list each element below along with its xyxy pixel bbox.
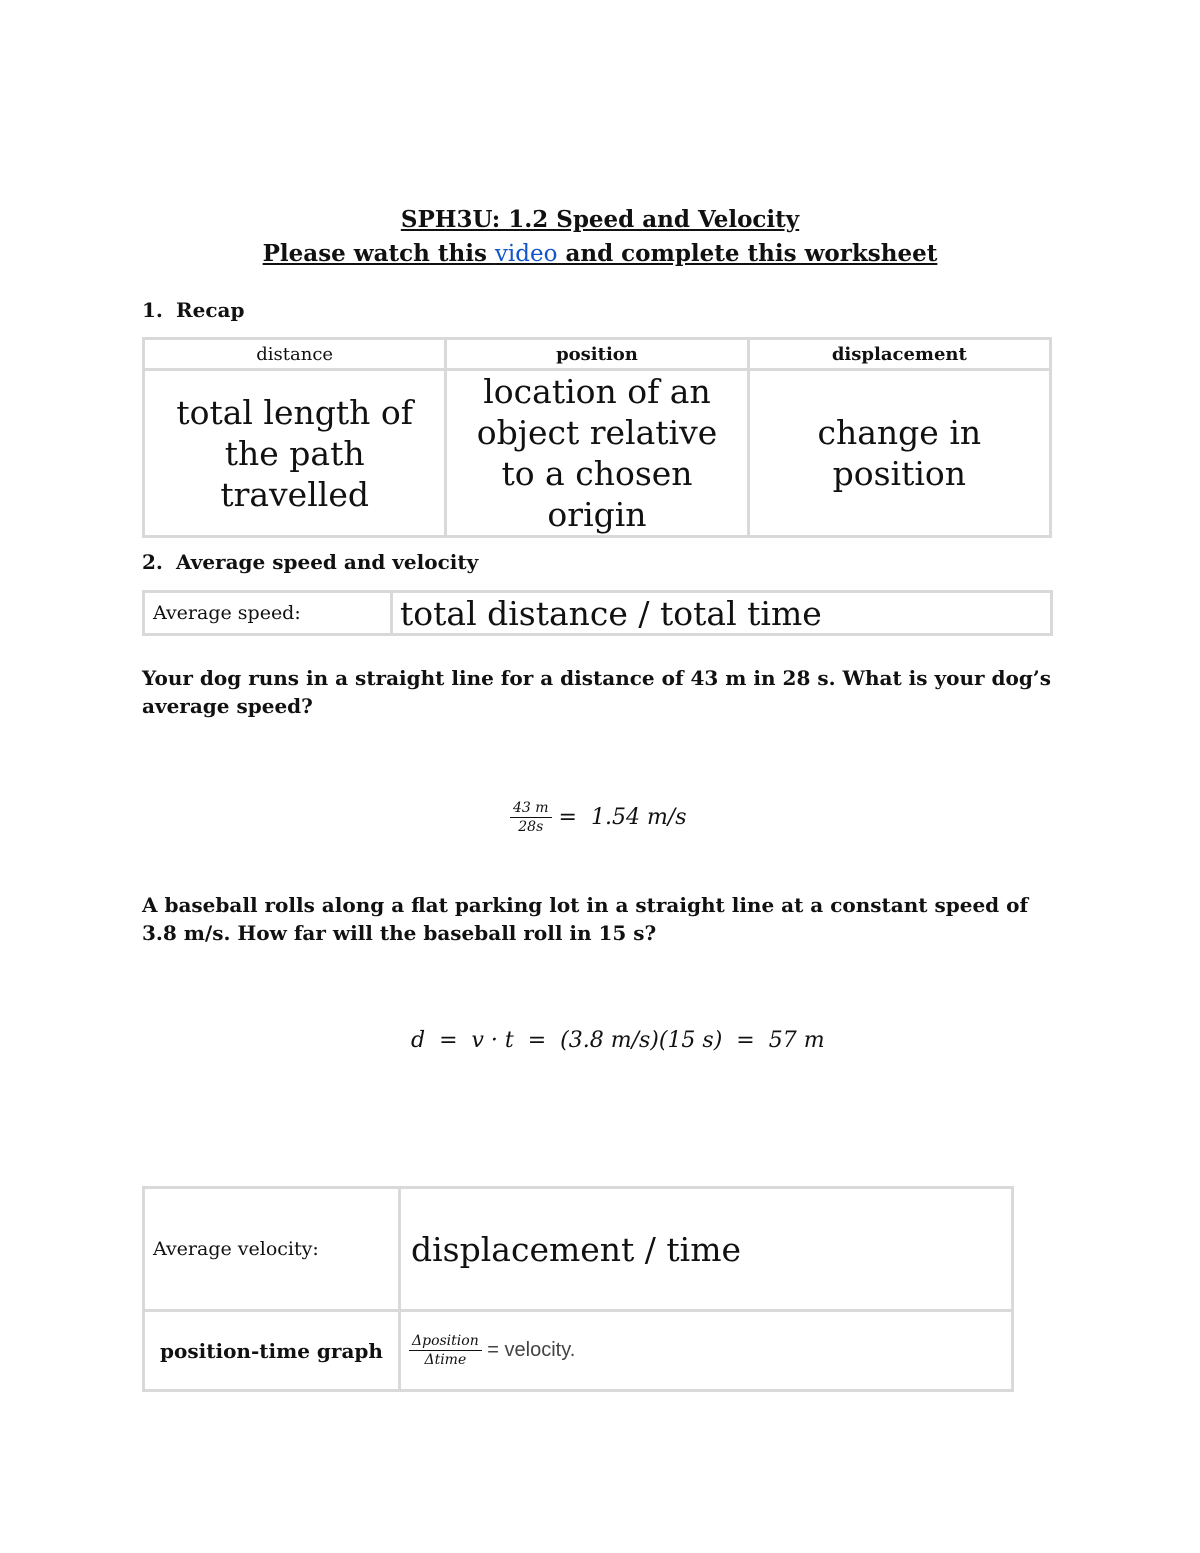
recap-header-distance: distance [144, 339, 446, 370]
question-dog-speed: Your dog runs in a straight line for a distance of 43 m in 28 s. What is your dog’s average speed? [142, 666, 1052, 718]
answer-baseball-distance[interactable]: d = v · t = (3.8 m/s)(15 s) = 57 m [411, 1028, 825, 1053]
average-velocity-row [144, 1188, 1013, 1311]
section-1-heading [142, 298, 244, 322]
average-velocity-label: Average velocity: [144, 1188, 400, 1311]
video-link[interactable]: video [494, 241, 558, 267]
recap-answer-distance[interactable]: total length of the path travelled [144, 370, 446, 537]
question-baseball-distance: A baseball rolls along a flat parking lot in a straight line at a constant speed of 3.8 m/s. How far will the baseball roll in 15 s? [142, 893, 1029, 945]
section-2-number: 2. [142, 550, 163, 574]
average-speed-label: Average speed: [144, 592, 392, 635]
position-time-fraction [409, 1333, 482, 1368]
section-1-title: Recap [176, 298, 245, 322]
position-time-label: position-time graph [144, 1311, 400, 1391]
section-2-title: Average speed and velocity [176, 550, 479, 574]
instruction-text-after: and complete this worksheet [557, 240, 938, 267]
average-velocity-table [142, 1186, 1014, 1392]
instruction-text-before: Please watch this [262, 240, 495, 267]
answer-dog-speed-fraction [510, 800, 552, 835]
answer-dog-speed-denominator: 28s [518, 819, 544, 835]
recap-header-displacement: displacement [748, 339, 1050, 370]
position-time-denominator: Δtime [424, 1352, 467, 1368]
answer-dog-speed-result: = 1.54 m/s [551, 805, 687, 830]
recap-answer-displacement[interactable]: change in position [748, 370, 1050, 537]
recap-answer-row [144, 370, 1051, 537]
section-2-heading [142, 550, 478, 574]
position-time-row [144, 1311, 1013, 1391]
recap-header-row [144, 339, 1051, 370]
average-speed-answer[interactable]: total distance / total time [392, 592, 1052, 635]
section-1-number: 1. [142, 298, 163, 322]
answer-dog-speed-numerator: 43 m [510, 800, 552, 818]
average-speed-row [144, 592, 1052, 635]
worksheet-instruction [0, 240, 1200, 267]
recap-table [142, 337, 1052, 538]
recap-answer-position[interactable]: location of an object relative to a chosen origin [446, 370, 748, 537]
position-time-answer[interactable] [400, 1311, 1013, 1391]
position-time-result: = velocity. [481, 1339, 576, 1361]
average-speed-table [142, 590, 1053, 636]
recap-header-position: position [446, 339, 748, 370]
average-velocity-answer[interactable]: displacement / time [400, 1188, 1013, 1311]
answer-dog-speed[interactable] [510, 800, 687, 835]
position-time-numerator: Δposition [409, 1333, 482, 1351]
worksheet-title: SPH3U: 1.2 Speed and Velocity [400, 206, 800, 233]
